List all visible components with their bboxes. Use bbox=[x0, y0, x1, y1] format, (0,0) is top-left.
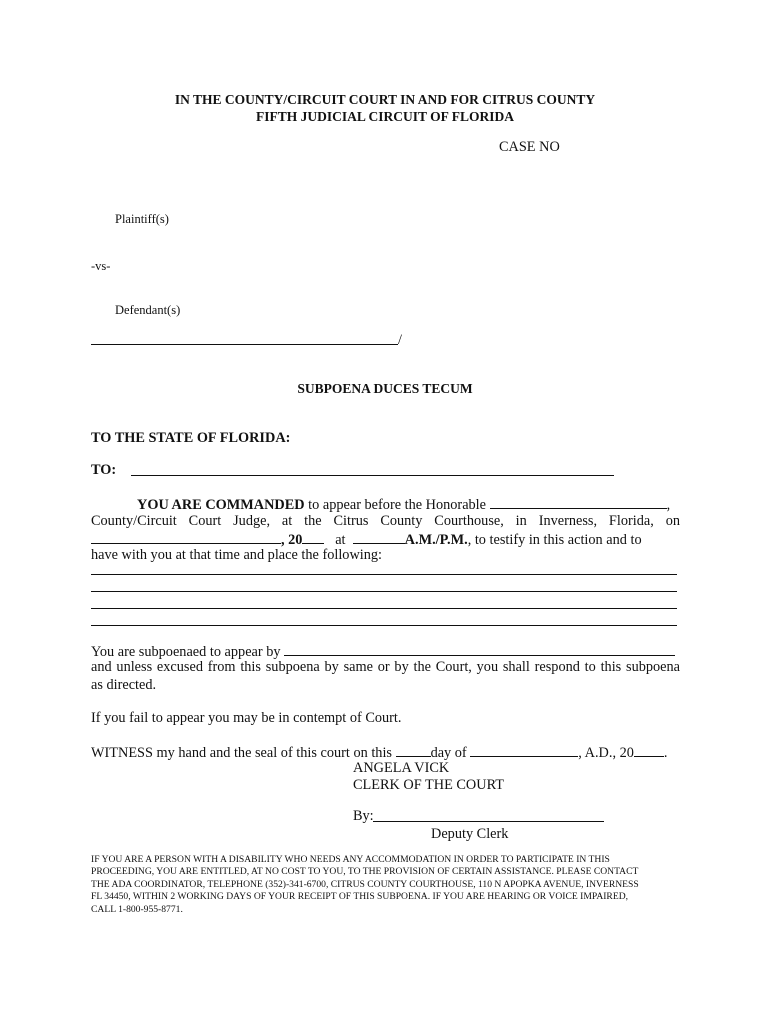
court-header-line2: FIFTH JUDICIAL CIRCUIT OF FLORIDA bbox=[255, 109, 515, 124]
ampm-label: A.M./P.M. bbox=[404, 532, 468, 548]
judge-name-blank[interactable] bbox=[490, 494, 667, 509]
ada-notice bbox=[91, 854, 691, 916]
defendant-label: Defendant(s) bbox=[115, 303, 181, 317]
witness-period: . bbox=[663, 745, 668, 761]
ada-notice-line: CALL 1-800-955-8771. bbox=[91, 903, 183, 915]
clerk-title: CLERK OF THE COURT bbox=[353, 777, 504, 793]
items-line-4[interactable] bbox=[91, 625, 677, 626]
by-label: By: bbox=[353, 808, 374, 824]
plaintiff-label: Plaintiff(s) bbox=[115, 212, 169, 226]
witness-day-label: day of bbox=[430, 745, 467, 761]
witness-day-blank[interactable] bbox=[396, 742, 431, 757]
command-line2: County/Circuit Court Judge, at the Citrus County Courthouse, in Inverness, Florida, on bbox=[91, 513, 680, 529]
contempt-warning: If you fail to appear you may be in contempt of Court. bbox=[91, 710, 402, 726]
subpoenaed-line3: as directed. bbox=[91, 677, 157, 693]
command-text1: to appear before the Honorable bbox=[308, 497, 487, 513]
year-prefix: , 20 bbox=[281, 532, 303, 548]
ada-notice-line: FL 34450, WITHIN 2 WORKING DAYS OF YOUR RECEIPT OF THIS SUBPOENA. IF YOU ARE HEARING OR VOICE IMPAIRED, bbox=[91, 891, 629, 903]
ada-notice-line: THE ADA COORDINATOR, TELEPHONE (352)-341-6700, CITRUS COUNTY COURTHOUSE, 110 N APOPKA AVENUE, INVERNESS bbox=[91, 878, 639, 890]
deputy-clerk-label: Deputy Clerk bbox=[431, 826, 509, 842]
court-header-line1: IN THE COUNTY/CIRCUIT COURT IN AND FOR CITRUS COUNTY bbox=[174, 92, 596, 107]
items-line-2[interactable] bbox=[91, 591, 677, 592]
subpoenaed-line2: and unless excused from this subpoena by same or by the Court, you shall respond to this subpoena bbox=[91, 659, 680, 675]
witness-text: WITNESS my hand and the seal of this court on this bbox=[91, 745, 392, 761]
year-blank[interactable] bbox=[302, 529, 324, 544]
recipient-name-line[interactable] bbox=[131, 475, 614, 476]
clerk-name: ANGELA VICK bbox=[353, 760, 450, 776]
vs-label: -vs- bbox=[91, 259, 111, 273]
witness-month-blank[interactable] bbox=[470, 742, 578, 757]
time-blank[interactable] bbox=[353, 529, 405, 544]
to-state-heading: TO THE STATE OF FLORIDA: bbox=[91, 430, 291, 446]
at-label: at bbox=[335, 532, 346, 548]
signature-line[interactable] bbox=[373, 821, 604, 822]
command-comma: , bbox=[666, 497, 671, 513]
ada-notice-line: IF YOU ARE A PERSON WITH A DISABILITY WHO NEEDS ANY ACCOMMODATION IN ORDER TO PARTICIPATE IN THIS bbox=[91, 854, 610, 865]
to-label: TO: bbox=[91, 462, 117, 478]
witness-ad-label: , A.D., 20 bbox=[578, 745, 634, 761]
case-style-slash: / bbox=[398, 332, 402, 348]
ada-notice-line: PROCEEDING, YOU ARE ENTITLED, AT NO COST TO YOU, TO THE PROVISION OF CERTAIN ASSISTANCE. PLEASE CONTACT bbox=[91, 866, 639, 878]
appearance-date-blank[interactable] bbox=[91, 529, 281, 544]
testify-text: , to testify in this action and to bbox=[467, 532, 642, 548]
command-line4: have with you at that time and place the following: bbox=[91, 547, 383, 563]
command-bold-intro: YOU ARE COMMANDED bbox=[137, 497, 305, 513]
case-style-line[interactable] bbox=[91, 344, 398, 345]
items-line-1[interactable] bbox=[91, 574, 677, 575]
witness-year-blank[interactable] bbox=[634, 742, 664, 757]
document-title: SUBPOENA DUCES TECUM bbox=[297, 381, 473, 396]
subpoenaed-text: You are subpoenaed to appear by bbox=[91, 644, 281, 660]
subpoenaed-by-blank[interactable] bbox=[284, 641, 675, 656]
command-line1 bbox=[137, 494, 682, 514]
items-line-3[interactable] bbox=[91, 608, 677, 609]
case-number-label: CASE NO bbox=[499, 139, 560, 155]
